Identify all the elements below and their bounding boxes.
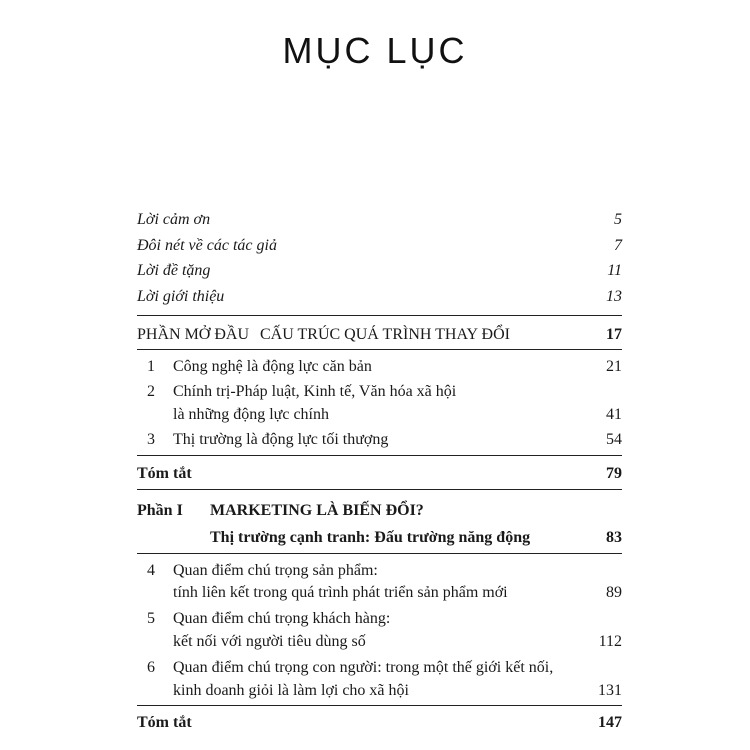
chapter-number: 2 [147,383,155,400]
chapter-page: 89 [606,584,622,601]
chapter-page: 54 [606,431,622,448]
page-title: MỤC LỤC [282,30,468,71]
toc-entry-acknowledgements [137,210,622,230]
toc-chapter-2 [137,382,622,402]
toc-summary-intro [137,464,622,484]
section-divider [137,553,622,554]
chapter-number: 1 [147,358,155,375]
part-page: 83 [606,529,622,546]
toc-chapter-6-cont [137,681,622,701]
chapter-number: 6 [147,659,155,676]
toc-entry-label: Lời cảm ơn [137,211,211,228]
toc-entry-about-authors [137,236,622,256]
section-divider [137,315,622,316]
chapter-title: Quan điểm chú trọng con người: trong một thế giới kết nối, [173,659,554,676]
toc-entry-page: 7 [614,237,622,254]
chapter-number: 4 [147,562,155,579]
part-title: CẤU TRÚC QUÁ TRÌNH THAY ĐỔI [260,326,510,343]
chapter-title: Công nghệ là động lực căn bản [173,358,372,375]
chapter-title-cont: kết nối với người tiêu dùng số [173,633,366,650]
toc-chapter-6 [137,658,622,678]
chapter-title: Thị trường là động lực tối thượng [173,431,389,448]
toc-entry-label: Lời giới thiệu [137,288,225,305]
chapter-page: 41 [606,406,622,423]
toc-entry-page: 13 [606,288,622,305]
chapter-title: Quan điểm chú trọng khách hàng: [173,610,391,627]
part-heading-1 [137,501,622,521]
toc-entry-page: 11 [607,262,622,279]
toc-chapter-3 [137,430,622,450]
chapter-page: 112 [598,633,622,650]
toc-entry-label: Đôi nét về các tác giả [137,237,277,254]
part-page: 17 [606,326,622,343]
chapter-title: Quan điểm chú trọng sản phẩm: [173,562,378,579]
toc-chapter-2-cont [137,405,622,425]
section-divider [137,349,622,350]
part-subtitle-1 [137,528,622,548]
toc-chapter-5-cont [137,632,622,652]
part-subtitle: Thị trường cạnh tranh: Đấu trường năng động [210,529,531,546]
toc-entry-dedication [137,261,622,281]
chapter-page: 131 [598,682,622,699]
chapter-title-cont: tính liên kết trong quá trình phát triển sản phẩm mới [173,584,508,601]
toc-chapter-4-cont [137,583,622,603]
section-divider [137,705,622,706]
section-divider [137,455,622,456]
chapter-title-cont: là những động lực chính [173,406,329,423]
summary-label: Tóm tắt [137,465,192,482]
section-divider [137,489,622,490]
chapter-title-cont: kinh doanh giỏi là làm lợi cho xã hội [173,682,409,699]
toc-entry-label: Lời đề tặng [137,262,211,279]
chapter-title: Chính trị-Pháp luật, Kinh tế, Văn hóa xã hội [173,383,457,400]
part-title: MARKETING LÀ BIẾN ĐỔI? [210,502,424,519]
chapter-number: 3 [147,431,155,448]
toc-chapter-5 [137,609,622,629]
part-heading-intro [137,325,622,345]
part-label: Phần I [137,502,183,519]
toc-chapter-1 [137,357,622,377]
summary-label: Tóm tắt [137,714,192,731]
toc-entry-introduction [137,287,622,307]
summary-page: 79 [606,465,622,482]
toc-entry-page: 5 [614,211,622,228]
part-label: PHẦN MỞ ĐẦU [137,326,250,343]
chapter-page: 21 [606,358,622,375]
chapter-number: 5 [147,610,155,627]
toc-summary-part1 [137,713,622,733]
summary-page: 147 [598,714,622,731]
toc-chapter-4 [137,561,622,581]
